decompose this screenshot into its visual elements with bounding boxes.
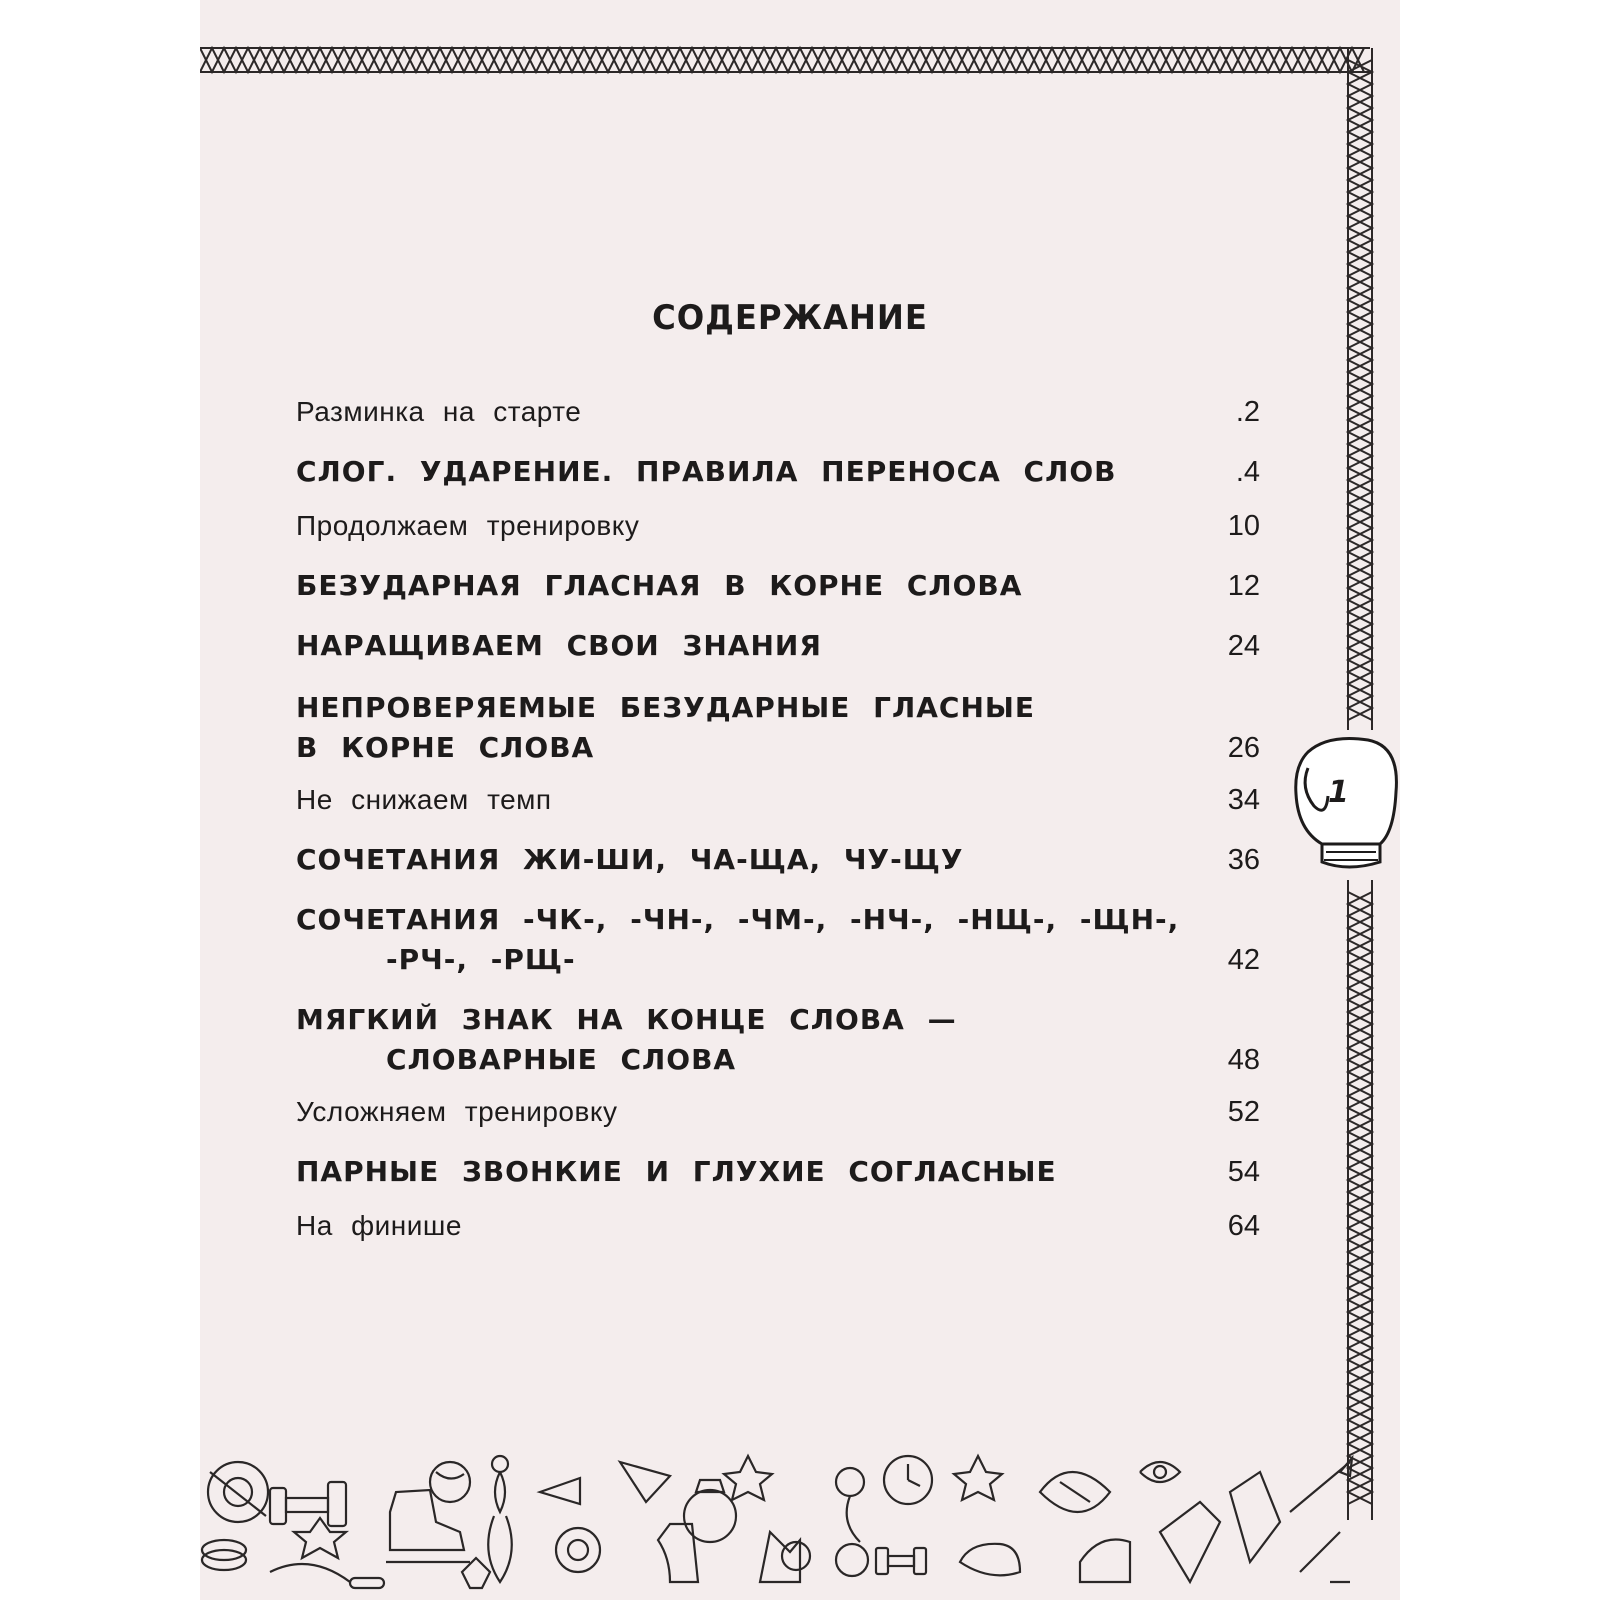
toc-page-number: 52	[1227, 1096, 1260, 1128]
dot-leader	[629, 1092, 1223, 1132]
toc-entry	[296, 900, 1260, 980]
toc-entry-title: МЯГКИЙ ЗНАК НА КОНЦЕ СЛОВА —	[296, 1003, 957, 1036]
page-number: 1	[1328, 775, 1349, 810]
toc-page-number: 48	[1227, 1044, 1260, 1076]
toc-page-number: 24	[1227, 630, 1260, 662]
book-page	[200, 0, 1400, 1600]
dot-leader	[1069, 1152, 1224, 1192]
toc-entry-title: СОЧЕТАНИЯ ЖИ-ШИ, ЧА-ЩА, ЧУ-ЩУ	[296, 843, 964, 876]
toc-entry-title: Разминка на старте	[296, 396, 582, 427]
toc-entry-title: Продолжаем тренировку	[296, 510, 640, 541]
dot-leader	[474, 1206, 1224, 1246]
toc-page-number: 10	[1227, 510, 1260, 542]
toc-entry-title: На финише	[296, 1210, 462, 1241]
page-title: СОДЕРЖАНИЕ	[652, 298, 928, 338]
toc-entry	[296, 1000, 1260, 1080]
toc-entry	[296, 626, 1260, 666]
toc-entry	[296, 780, 1260, 820]
toc-page-number: 12	[1227, 570, 1260, 602]
toc-entry-title: Усложняем тренировку	[296, 1096, 618, 1127]
toc-page-number: 42	[1227, 944, 1260, 976]
toc-page-number: 26	[1227, 732, 1260, 764]
dot-leader	[651, 506, 1223, 546]
sports-doodle-strip	[200, 1432, 1400, 1600]
toc-page-number: 54	[1227, 1156, 1260, 1188]
toc-entry	[296, 452, 1260, 492]
dot-leader	[748, 1040, 1224, 1080]
toc-page-number: 64	[1227, 1210, 1260, 1242]
dot-leader	[593, 392, 1231, 432]
toc-entry-title: СЛОГ. УДАРЕНИЕ. ПРАВИЛА ПЕРЕНОСА СЛОВ	[296, 455, 1117, 488]
toc-entry	[296, 840, 1260, 880]
toc-entry-title: Не снижаем темп	[296, 784, 552, 815]
toc-entry	[296, 566, 1260, 606]
toc-entry-title-continued: В КОРНЕ СЛОВА	[296, 731, 595, 764]
toc-entry	[296, 1206, 1260, 1246]
toc-entry	[296, 688, 1260, 768]
dot-leader	[588, 940, 1224, 980]
toc-entry	[296, 1152, 1260, 1192]
dot-leader	[975, 840, 1223, 880]
toc-entry-title: ПАРНЫЕ ЗВОНКИЕ И ГЛУХИЕ СОГЛАСНЫЕ	[296, 1155, 1057, 1188]
toc-entry	[296, 506, 1260, 546]
toc-entry-title-continued: СЛОВАРНЫЕ СЛОВА	[386, 1043, 737, 1076]
toc-entry-title-continued: -РЧ-, -РЩ-	[386, 943, 576, 976]
dot-leader	[1034, 566, 1223, 606]
dot-leader	[1129, 452, 1232, 492]
toc-page-number: 36	[1227, 844, 1260, 876]
toc-entry-title: СОЧЕТАНИЯ -ЧК-, -ЧН-, -ЧМ-, -НЧ-, -НЩ-, -ЩН-,	[296, 903, 1180, 936]
toc-entry-title: НАРАЩИВАЕМ СВОИ ЗНАНИЯ	[296, 629, 822, 662]
dot-leader	[834, 626, 1224, 666]
top-border	[200, 48, 1370, 72]
toc-entry-title: НЕПРОВЕРЯЕМЫЕ БЕЗУДАРНЫЕ ГЛАСНЫЕ	[296, 691, 1036, 724]
toc-entry-title: БЕЗУДАРНАЯ ГЛАСНАЯ В КОРНЕ СЛОВА	[296, 569, 1023, 602]
toc-page-number: 34	[1227, 784, 1260, 816]
toc-entry	[296, 392, 1260, 432]
sports-equipment-doodles	[202, 1456, 1352, 1588]
dot-leader	[606, 728, 1224, 768]
toc-page-number: .4	[1235, 456, 1260, 488]
toc-entry	[296, 1092, 1260, 1132]
toc-page-number: .2	[1235, 396, 1260, 428]
dot-leader	[564, 780, 1224, 820]
